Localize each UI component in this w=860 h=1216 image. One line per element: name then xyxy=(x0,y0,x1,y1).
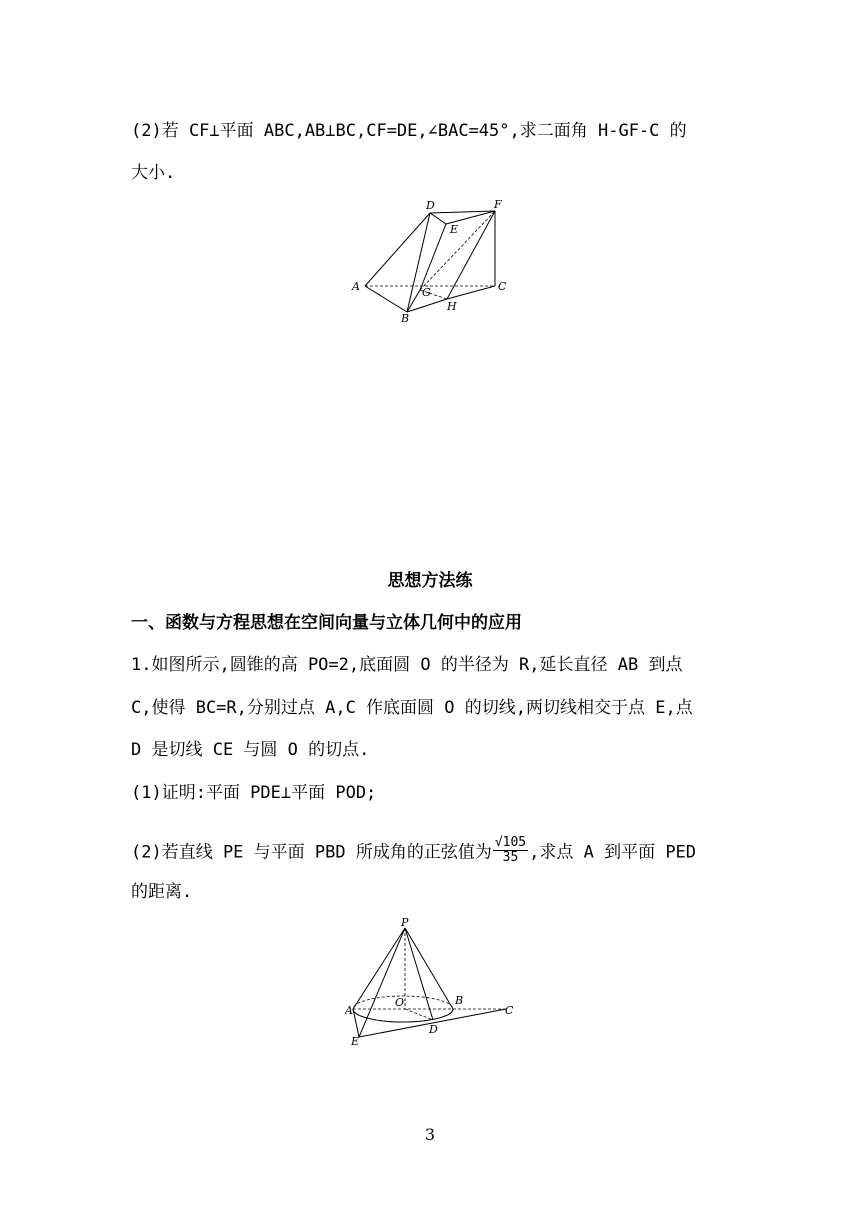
label-E: E xyxy=(450,223,459,236)
fraction-numerator: √105 xyxy=(494,835,527,850)
subsection-title: 一、函数与方程思想在空间向量与立体几何中的应用 xyxy=(131,613,522,633)
problem1-part2-line2: 的距离. xyxy=(131,882,193,902)
label-A: A xyxy=(345,1004,353,1017)
problem-part2-line2: 大小. xyxy=(131,163,176,183)
sine-fraction xyxy=(493,836,528,865)
label-E: E xyxy=(351,1035,360,1048)
label-C: C xyxy=(505,1004,514,1017)
label-F: F xyxy=(494,198,502,211)
page-number: 3 xyxy=(424,1125,436,1144)
problem1-line3: D 是切线 CE 与圆 O 的切点. xyxy=(131,740,370,760)
fraction-denominator: 35 xyxy=(502,850,519,865)
figure-solid-diagram xyxy=(350,198,520,326)
problem-part2-line1: (2)若 CF⊥平面 ABC,AB⊥BC,CF=DE,∠BAC=45°,求二面角 H-GF-C 的 xyxy=(131,121,687,141)
problem1-part2-line1 xyxy=(131,835,697,867)
label-A: A xyxy=(352,280,360,293)
label-P: P xyxy=(401,918,409,929)
problem1-part1: (1)证明:平面 PDE⊥平面 POD; xyxy=(131,783,377,803)
section-title: 思想方法练 xyxy=(387,571,473,591)
label-G: G xyxy=(422,286,431,299)
label-O: O xyxy=(395,996,405,1009)
problem1-line2: C,使得 BC=R,分别过点 A,C 作底面圆 O 的切线,两切线相交于点 E,点 xyxy=(131,698,693,718)
problem1-line1: 1.如图所示,圆锥的高 PO=2,底面圆 O 的半径为 R,延长直径 AB 到点 xyxy=(131,655,683,675)
label-H: H xyxy=(447,300,457,313)
label-B: B xyxy=(455,994,464,1007)
label-D: D xyxy=(426,199,435,212)
problem1-part2-before: (2)若直线 PE 与平面 PBD 所成角的正弦值为 xyxy=(131,842,492,863)
figure-cone-diagram xyxy=(345,918,520,1048)
label-B: B xyxy=(401,312,410,325)
label-C: C xyxy=(498,280,507,293)
problem1-part2-after: ,求点 A 到平面 PED xyxy=(529,842,697,863)
label-D: D xyxy=(429,1023,438,1036)
